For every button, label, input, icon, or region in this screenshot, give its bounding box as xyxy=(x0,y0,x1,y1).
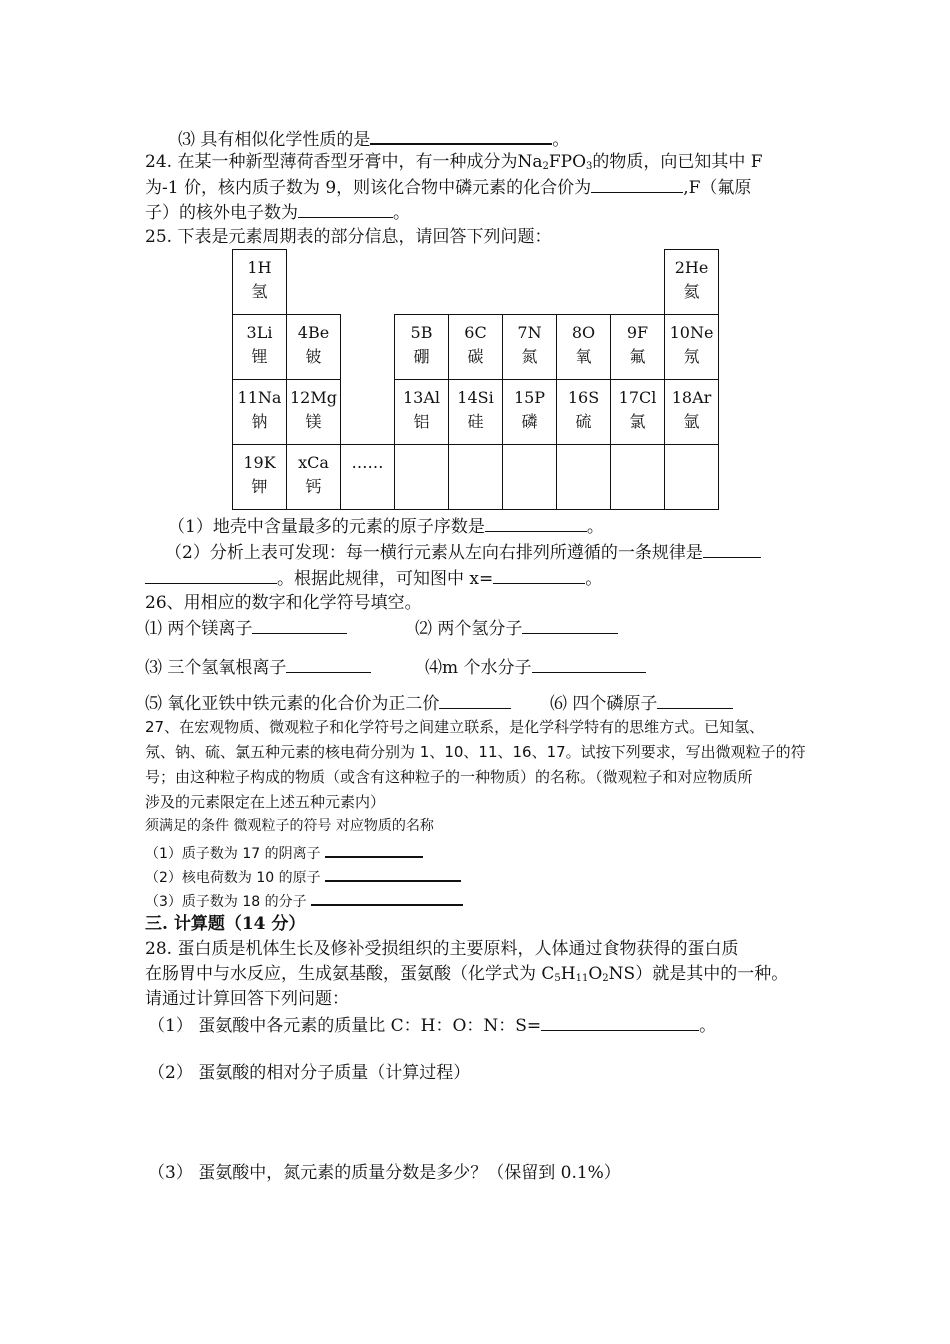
element-name: 氯 xyxy=(629,412,646,431)
element-symbol: 18Ar xyxy=(671,388,712,407)
element-cell xyxy=(233,445,287,510)
q27-row2: （2）核电荷数为 10 的原子 xyxy=(145,864,461,888)
element-cell xyxy=(557,445,611,510)
element-name: 钙 xyxy=(305,477,322,496)
section-heading: 三. 计算题（14 分） xyxy=(145,914,306,934)
q28-sub1: （1） 蛋氨酸中各元素的质量比 C：H：O：N：S= 。 xyxy=(148,1016,717,1036)
element-name: 硅 xyxy=(467,412,484,431)
element-name: 磷 xyxy=(521,412,538,431)
q26-item2: ⑵ 两个氢分子 xyxy=(415,617,618,640)
element-cell xyxy=(233,315,287,380)
element-cell xyxy=(611,315,665,380)
answer-blank[interactable] xyxy=(252,617,347,634)
element-cell xyxy=(395,380,449,445)
q27-row1: （1）质子数为 17 的阴离子 xyxy=(145,840,423,864)
element-symbol: 17Cl xyxy=(618,388,657,407)
periodic-row xyxy=(233,445,719,510)
element-symbol: 6C xyxy=(464,323,487,342)
element-name: 铝 xyxy=(413,412,430,431)
element-symbol: 19K xyxy=(243,453,276,472)
element-name: 镁 xyxy=(305,412,322,431)
q27-line4: 涉及的元素限定在上述五种元素内） xyxy=(145,793,386,811)
q28-line2: 在肠胃中与水反应，生成氨基酸，蛋氨酸（化学式为 $C_5H_{11}O_2NS$）就是其中的一种。 xyxy=(145,964,789,984)
element-name: 碳 xyxy=(467,347,484,366)
q27-line3: 号；由这种粒子构成的物质（或含有这种粒子的一种物质）的名称。（微观粒子和对应物质所 xyxy=(145,768,753,786)
element-cell xyxy=(449,380,503,445)
answer-blank[interactable] xyxy=(325,864,461,882)
element-symbol: 3Li xyxy=(246,323,273,342)
empty-cell xyxy=(557,250,611,315)
q27-row3: （3）质子数为 18 的分子 xyxy=(145,888,463,912)
element-name: 锂 xyxy=(251,347,268,366)
answer-blank[interactable] xyxy=(591,176,683,193)
q24-line3: 子）的核外电子数为 。 xyxy=(145,203,410,223)
q25-sub2: （2）分析上表可发现：每一横行元素从左向右排列所遵循的一条规律是 xyxy=(165,541,761,564)
element-name: 氦 xyxy=(683,282,700,301)
empty-cell xyxy=(611,250,665,315)
answer-blank[interactable] xyxy=(493,567,585,584)
element-name: 氢 xyxy=(251,282,268,301)
periodic-table xyxy=(232,249,719,510)
element-cell xyxy=(557,380,611,445)
element-cell xyxy=(503,445,557,510)
element-cell xyxy=(557,315,611,380)
element-name: 硫 xyxy=(575,412,592,431)
element-symbol xyxy=(665,445,718,451)
q27-line1: 27、在宏观物质、微观粒子和化学符号之间建立联系，是化学科学特有的思维方式。已知氢、 xyxy=(145,718,765,736)
answer-blank[interactable] xyxy=(370,127,552,145)
element-symbol: 16S xyxy=(567,388,600,407)
answer-blank[interactable] xyxy=(703,541,761,558)
element-cell xyxy=(233,250,287,315)
q24-line1: 24. 在某一种新型薄荷香型牙膏中，有一种成分为$Na_2FPO_3$的物质，向已知其中 F xyxy=(145,152,763,172)
periodic-row xyxy=(233,250,719,315)
element-symbol: 14Si xyxy=(457,388,494,407)
element-cell xyxy=(611,445,665,510)
answer-blank[interactable] xyxy=(657,692,733,709)
element-name: 氮 xyxy=(521,347,538,366)
element-symbol: 12Mg xyxy=(290,388,337,407)
q28-line3: 请通过计算回答下列问题： xyxy=(145,989,349,1009)
element-cell xyxy=(503,380,557,445)
q26-item6: ⑹ 四个磷原子 xyxy=(550,692,733,715)
element-symbol: 4Be xyxy=(297,323,330,342)
element-name: 氖 xyxy=(683,347,700,366)
element-symbol: 15P xyxy=(513,388,546,407)
element-symbol xyxy=(395,445,448,451)
element-symbol: 9F xyxy=(626,323,649,342)
answer-blank[interactable] xyxy=(311,888,463,906)
answer-blank[interactable] xyxy=(532,656,646,673)
answer-blank[interactable] xyxy=(145,567,277,584)
q27-header: 须满足的条件 微观粒子的符号 对应物质的名称 xyxy=(145,818,434,834)
q25-title: 25. 下表是元素周期表的部分信息，请回答下列问题： xyxy=(145,227,552,247)
empty-cell xyxy=(449,250,503,315)
answer-blank[interactable] xyxy=(325,840,423,858)
element-symbol xyxy=(557,445,610,451)
element-cell xyxy=(665,380,719,445)
q26-item5: ⑸ 氧化亚铁中铁元素的化合价为正二价 xyxy=(145,692,511,715)
element-symbol: 8O xyxy=(571,323,596,342)
q25-sub1: （1）地壳中含量最多的元素的原子序数是 。 xyxy=(168,517,604,537)
element-symbol: 10Ne xyxy=(669,323,714,342)
answer-blank[interactable] xyxy=(541,1014,699,1031)
element-cell xyxy=(503,315,557,380)
element-cell xyxy=(395,445,449,510)
element-symbol: 7N xyxy=(517,323,542,342)
answer-blank[interactable] xyxy=(439,692,511,709)
element-symbol: 11Na xyxy=(237,388,282,407)
element-cell xyxy=(665,315,719,380)
element-cell xyxy=(233,380,287,445)
empty-cell xyxy=(341,250,395,315)
element-cell xyxy=(287,315,341,380)
element-name: 硼 xyxy=(413,347,430,366)
q27-line2: 氖、钠、硫、氯五种元素的核电荷分别为 1、10、11、16、17。试按下列要求，写出微观粒子的符 xyxy=(145,743,806,761)
element-name: 氧 xyxy=(575,347,592,366)
q23-item3: ⑶ 具有相似化学性质的是 。 xyxy=(178,127,569,151)
element-cell xyxy=(287,380,341,445)
element-cell xyxy=(395,315,449,380)
q28-sub2: （2） 蛋氨酸的相对分子质量（计算过程） xyxy=(148,1063,471,1083)
element-cell xyxy=(449,445,503,510)
element-symbol: 5B xyxy=(410,323,433,342)
element-name: 氩 xyxy=(683,412,700,431)
q26-item3: ⑶ 三个氢氧根离子 xyxy=(145,656,371,679)
element-cell xyxy=(287,445,341,510)
periodic-row xyxy=(233,315,719,380)
element-symbol: …… xyxy=(351,453,384,472)
answer-blank[interactable] xyxy=(298,201,393,218)
element-symbol xyxy=(611,445,664,451)
q26-title: 26、用相应的数字和化学符号填空。 xyxy=(145,593,422,613)
q25-sub2-cont: 。根据此规律，可知图中 x= 。 xyxy=(145,567,602,590)
chemical-formula: $Na_2FPO_3$ xyxy=(517,152,593,172)
element-symbol: 13Al xyxy=(402,388,441,407)
element-symbol xyxy=(449,445,502,451)
q26-item1: ⑴ 两个镁离子 xyxy=(145,617,347,640)
element-name: 钠 xyxy=(251,412,268,431)
empty-cell xyxy=(341,315,395,380)
element-name: 铍 xyxy=(305,347,322,366)
element-symbol: 2He xyxy=(674,258,709,277)
element-cell xyxy=(665,445,719,510)
empty-cell xyxy=(395,250,449,315)
q24-line2: 为-1 价，核内质子数为 9，则该化合物中磷元素的化合价为 ,F（氟原 xyxy=(145,178,752,198)
q28-sub3: （3） 蛋氨酸中，氮元素的质量分数是多少？（保留到 0.1%） xyxy=(148,1163,621,1183)
empty-cell xyxy=(503,250,557,315)
q28-line1: 28. 蛋白质是机体生长及修补受损组织的主要原料，人体通过食物获得的蛋白质 xyxy=(145,939,739,959)
answer-blank[interactable] xyxy=(286,656,371,673)
answer-blank[interactable] xyxy=(485,515,587,532)
element-cell xyxy=(449,315,503,380)
element-name: 钾 xyxy=(251,477,268,496)
chemical-formula: $C_5H_{11}O_2NS$ xyxy=(541,964,636,984)
element-symbol: 1H xyxy=(247,258,272,277)
empty-cell xyxy=(341,380,395,445)
element-cell xyxy=(665,250,719,315)
element-symbol: xCa xyxy=(298,453,329,472)
answer-blank[interactable] xyxy=(522,617,618,634)
element-symbol xyxy=(503,445,556,451)
empty-cell xyxy=(287,250,341,315)
element-cell xyxy=(341,445,395,510)
q26-item4: ⑷m 个水分子 xyxy=(425,656,646,679)
element-cell xyxy=(611,380,665,445)
periodic-row xyxy=(233,380,719,445)
element-name: 氟 xyxy=(629,347,646,366)
